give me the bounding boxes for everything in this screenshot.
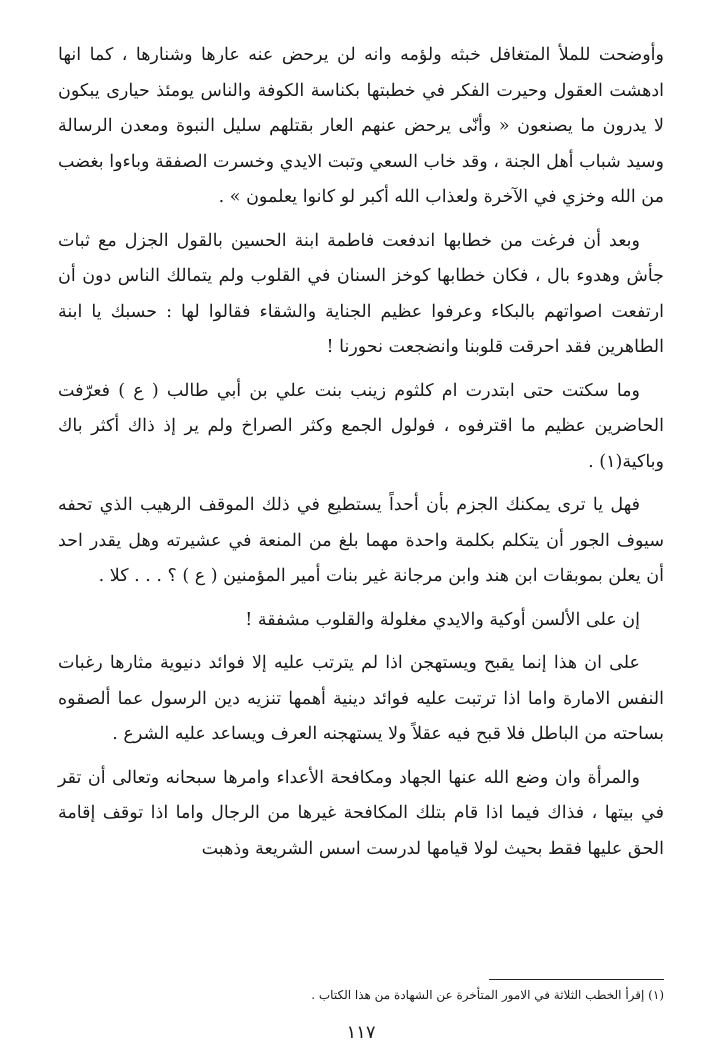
paragraph-3: وما سكتت حتى ابتدرت ام كلثوم زينب بنت علي بن أبي طالب ( ع ) فعرّفت الحاضرين عظيم ما اقترفوه ، فولول الجمع وكثر الصراخ ولم ير إذ ذاك أكثر باك وباكية(١) .: [58, 380, 664, 472]
main-text: [58, 38, 664, 875]
paragraph-5: إن على الألسن أوكية والايدي مغلولة والقلوب مشفقة !: [245, 609, 640, 630]
paragraph-1: وأوضحت للملأ المتغافل خبثه ولؤمه وانه لن يرحض عنه عارها وشنارها ، كما انها ادهشت العقول وحيرت الفكر في خطبتها بكناسة الكوفة والناس يومئذ حيارى يبكون لا يدرون ما يصنعون « وأنّى يرحض عنهم العار بقتلهم سليل النبوة ومعدن الرسالة وسيد شباب أهل الجنة ، وقد خاب السعي وتبت الايدي وخسرت الصفقة وباءوا بغضب من الله وخزي في الآخرة ولعذاب الله أكبر لو كانوا يعلمون » .: [58, 45, 664, 207]
page-number: ١١٧: [346, 1022, 376, 1043]
paragraph-2: وبعد أن فرغت من خطابها اندفعت فاطمة ابنة الحسين بالقول الجزل مع ثبات جأش وهدوء بال ، فكان خطابها كوخز السنان في القلوب ولم يتمالك الناس دون أن ارتفعت اصواتهم بالبكاء وعرفوا عظيم الجناية والشقاء فقالوا لها : حسبك يا ابنة الطاهرين فقد احرقت قلوبنا وانضجعت نحورنا !: [58, 230, 664, 357]
paragraph-7: والمرأة وان وضع الله عنها الجهاد ومكافحة الأعداء وامرها سبحانه وتعالى أن تقر في بيتها ، فذاك فيما اذا قام بتلك المكافحة غيرها من الرجال واما اذا توقف إقامة الحق عليها فقط بحيث لولا قيامها لدرست اسس الشريعة وذهبت: [58, 767, 664, 859]
paragraph-6: على ان هذا إنما يقبح ويستهجن اذا لم يترتب عليه إلا فوائد دنيوية مثارها رغبات النفس الامارة واما اذا ترتبت عليه فوائد دينية أهمها تنزيه دين الرسول عما ألصقوه بساحته من الباطل فلا قبح فيه عقلاً ولا يستهجنه العرف ويساعد عليه الشرع .: [58, 653, 664, 744]
paragraph-4: فهل يا ترى يمكنك الجزم بأن أحداً يستطيع في ذلك الموقف الرهيب الذي تحفه سيوف الجور أن يتكلم بكلمة واحدة مهما بلغ من المنعة في عشيرته وهل يقدر احد أن يعلن بموبقات ابن هند وابن مرجانة غير بنات أمير المؤمنين ( ع ) ؟ . . . كلا .: [58, 495, 664, 586]
footnote: (١) إقرأ الخطب الثلاثة في الامور المتأخرة عن الشهادة من هذا الكتاب .: [311, 988, 664, 1002]
footnote-divider: [489, 979, 664, 980]
